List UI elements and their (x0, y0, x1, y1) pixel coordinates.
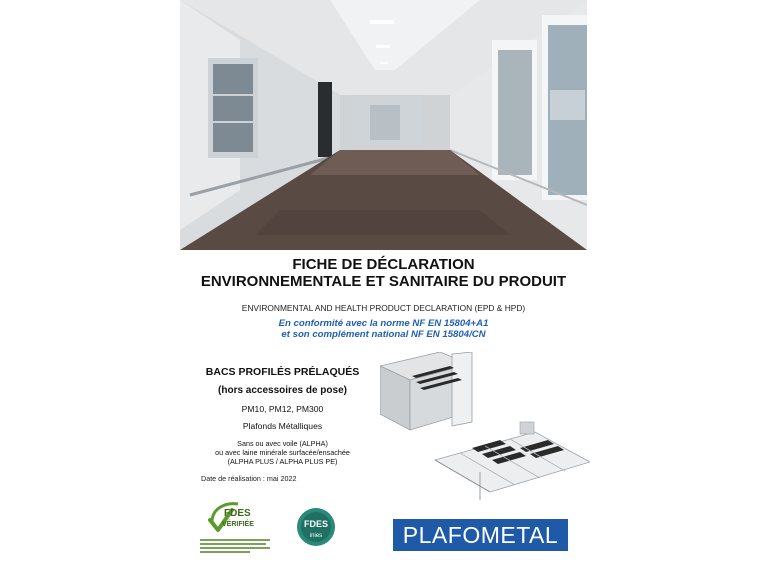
norm-line-2: et son complément national NF EN 15804/CN (281, 329, 486, 340)
product-references: PM10, PM12, PM300 (241, 404, 324, 414)
desc-line-1: Sans ou avec voile (ALPHA) (237, 439, 328, 448)
desc-line-3: (ALPHA PLUS / ALPHA PLUS PE) (227, 457, 338, 467)
product-description (180, 439, 385, 467)
corridor-photo (180, 0, 587, 250)
title-line-2: ENVIRONNEMENTALE ET SANITAIRE DU PRODUIT (200, 273, 567, 290)
fdes-verified-fineprint (200, 539, 272, 553)
fdes-inies-logo (296, 507, 336, 547)
fdes-inies-text-1: FDES (303, 519, 329, 529)
product-name: BACS PROFILÉS PRÉLAQUÉS (205, 366, 360, 378)
desc-line-2: ou avec laine minérale surfacée/ensachée (215, 448, 350, 458)
fdes-verified-logo (206, 500, 258, 538)
fdes-inies-text-2: inies (309, 533, 323, 539)
title-line-1: FICHE DE DÉCLARATION (292, 256, 475, 273)
norm-line-1: En conformité avec la norme NF EN 15804+A1 (278, 318, 489, 329)
fdes-verified-text-2: VÉRIFIÉE (222, 521, 254, 528)
product-info (180, 366, 385, 467)
norm-compliance (180, 318, 587, 340)
ceiling-panel-illustration (380, 352, 590, 500)
product-type: Plafonds Métalliques (242, 421, 323, 431)
document-title (180, 256, 587, 290)
product-note: (hors accessoires de pose) (218, 385, 347, 396)
plafometal-logo: PLAFOMETAL (393, 519, 568, 551)
document-subtitle: ENVIRONMENTAL AND HEALTH PRODUCT DECLARATION (EPD & HPD) (241, 303, 526, 313)
fdes-verified-text-1: FDES (224, 508, 251, 519)
creation-date: Date de réalisation : mai 2022 (201, 474, 297, 483)
